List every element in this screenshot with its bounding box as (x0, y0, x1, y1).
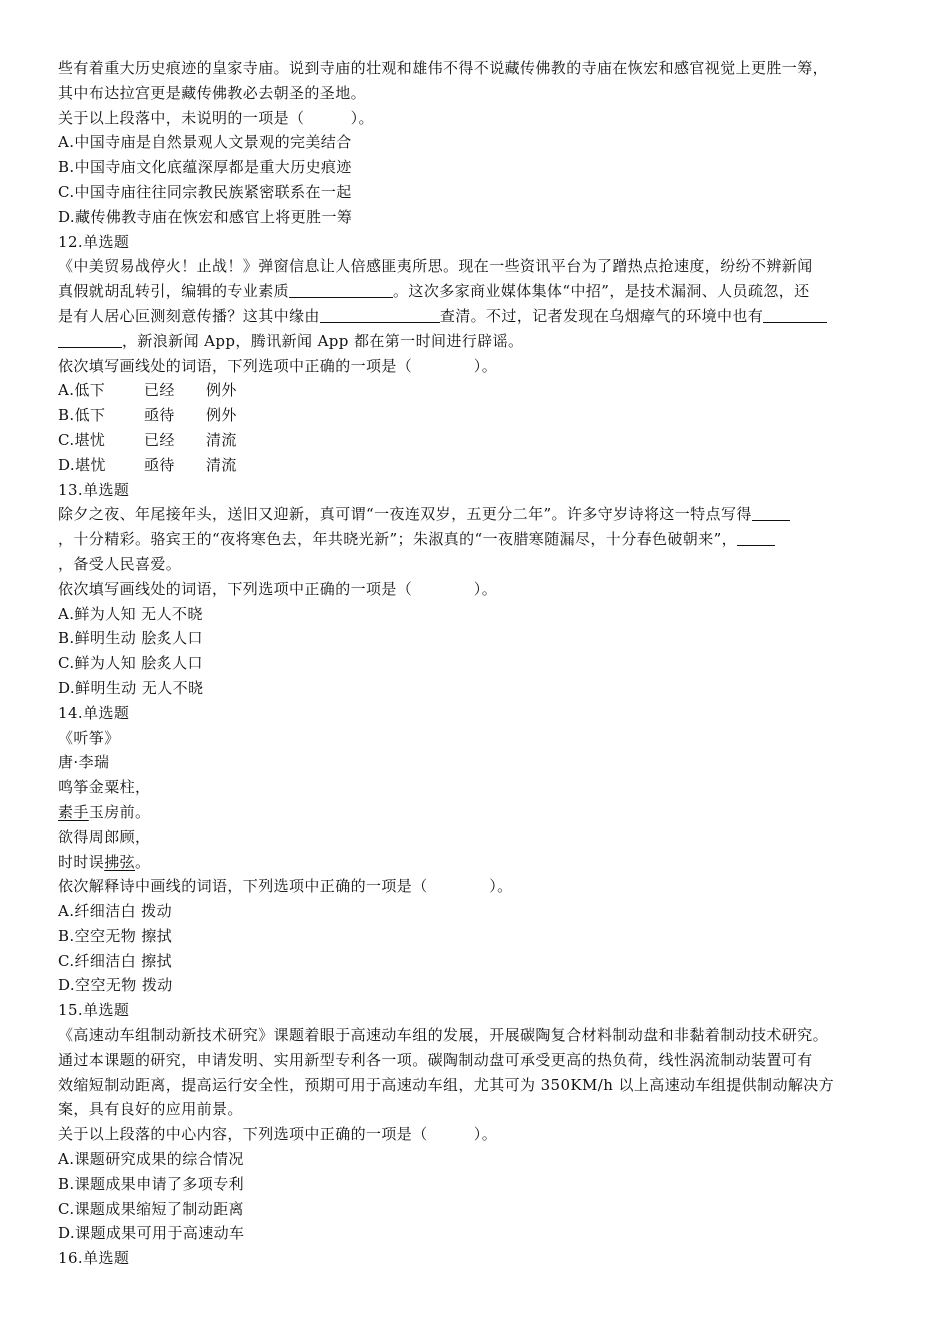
poem-line-4 (58, 850, 898, 875)
q12-option-b (58, 403, 898, 428)
q15-passage-line-3: 效缩短制动距离，提高运行安全性，预期可用于高速动车组，尤其可为 350KM/h 以上高速动车组提供制动解决方 (58, 1075, 835, 1094)
q12-text: 真假就胡乱转引，编辑的专业素质 (58, 282, 290, 301)
q11-option-c: C.中国寺庙往往同宗教民族紧密联系在一起 (58, 182, 352, 201)
q11-passage-line-1: 些有着重大历史痕迹的皇家寺庙。说到寺庙的壮观和雄伟不得不说藏传佛教的寺庙在恢宏和感官视觉上更胜一筹， (58, 59, 829, 77)
option-word: D.堪忧 (58, 455, 106, 474)
q11-option-d: D.藏传佛教寺庙在恢宏和感官上将更胜一筹 (58, 207, 353, 226)
q15-option-a: A.课题研究成果的综合情况 (58, 1150, 244, 1169)
option-word: 亟待 (144, 455, 175, 474)
q12-text: ，新浪新闻 App，腾讯新闻 App 都在第一时间进行辟谣。 (122, 331, 524, 350)
fill-blank-2 (737, 529, 775, 546)
q14-option-d: D.空空无物 拨动 (58, 976, 173, 995)
option-word: 清流 (206, 430, 237, 449)
option-word: 亟待 (144, 406, 175, 425)
q13-text: ，十分精彩。骆宾王的“夜将寒色去，年共晓光新”；朱淑真的“一夜腊寒随漏尽，十分春色破朝来”， (58, 530, 738, 549)
q13-text: 除夕之夜、年尾接年头，送旧又迎新，真可谓“一夜连双岁，五更分二年”。许多守岁诗将这一特点写得 (58, 505, 752, 524)
fill-blank-3 (763, 306, 827, 323)
q15-header: 15.单选题 (58, 1001, 130, 1020)
q14-option-a: A.纤细洁白 拨动 (58, 902, 172, 921)
q13-passage-line-3: ，备受人民喜爱。 (58, 554, 182, 573)
q15-option-b: B.课题成果申请了多项专利 (58, 1174, 244, 1193)
q14-option-b: B.空空无物 擦拭 (58, 926, 173, 945)
poem-title: 《听筝》 (58, 728, 120, 747)
fill-blank-1 (289, 281, 393, 298)
q12-text: 查清。不过，记者发现在乌烟瘴气的环境中也有 (439, 306, 764, 325)
poem-line-2 (58, 800, 898, 825)
fill-blank-2 (320, 306, 440, 323)
q13-option-d: D.鲜明生动 无人不晓 (58, 678, 204, 697)
q12-question: 依次填写画线处的词语，下列选项中正确的一项是（ ）。 (58, 356, 498, 375)
poem-text: 时时误 (58, 852, 105, 871)
q12-option-a (58, 378, 898, 403)
q15-passage-line-1: 《高速动车组制动新技术研究》课题着眼于高速动车组的发展，开展碳陶复合材料制动盘和非黏着制动技术研究。 (58, 1026, 829, 1045)
poem-line-3: 欲得周郎顾， (58, 827, 151, 846)
poem-author: 唐·李瑞 (58, 753, 110, 772)
option-word: 已经 (144, 430, 175, 449)
underlined-word: 素手 (58, 802, 89, 821)
fill-blank-1 (752, 504, 790, 521)
poem-text: 玉房前。 (88, 802, 151, 821)
poem-text: 。 (135, 852, 151, 871)
q16-header: 16.单选题 (58, 1249, 130, 1268)
option-word: A.低下 (58, 381, 106, 400)
q14-question: 依次解释诗中画线的词语，下列选项中正确的一项是（ ）。 (58, 877, 513, 896)
q12-option-c (58, 428, 898, 453)
option-word: C.堪忧 (58, 430, 106, 449)
q13-question: 依次填写画线处的词语，下列选项中正确的一项是（ ）。 (58, 579, 498, 598)
option-word: 已经 (144, 381, 175, 400)
q12-text: 是有人居心叵测刻意传播？这其中缘由 (58, 306, 320, 325)
exam-page (58, 56, 898, 1271)
q12-header: 12.单选题 (58, 232, 130, 251)
q13-option-b: B.鲜明生动 脍炙人口 (58, 629, 203, 648)
q13-option-c: C.鲜为人知 脍炙人口 (58, 654, 203, 673)
option-word: B.低下 (58, 406, 106, 425)
q11-option-a: A.中国寺庙是自然景观人文景观的完美结合 (58, 133, 352, 152)
q15-passage-line-2: 通过本课题的研究，申请发明、实用新型专利各一项。碳陶制动盘可承受更高的热负荷，线性涡流制动装置可有 (58, 1050, 813, 1069)
q12-text: 。这次多家商业媒体集体“中招”，是技术漏洞、人员疏忽，还 (393, 282, 810, 301)
q15-option-d: D.课题成果可用于高速动车 (58, 1224, 245, 1243)
q15-question: 关于以上段落的中心内容，下列选项中正确的一项是（ ）。 (58, 1125, 498, 1144)
underlined-word: 拂弦 (104, 852, 136, 871)
q15-option-c: C.课题成果缩短了制动距离 (58, 1199, 244, 1218)
fill-blank-3-cont (58, 331, 122, 348)
q15-passage-line-4: 案，具有良好的应用前景。 (58, 1100, 243, 1119)
q12-passage-line-3 (58, 304, 898, 329)
q13-passage-line-1 (58, 502, 898, 527)
q12-option-d (58, 453, 898, 478)
q14-option-c: C.纤细洁白 擦拭 (58, 951, 173, 970)
q13-passage-line-2 (58, 527, 898, 552)
poem-line-1: 鸣筝金粟柱， (58, 778, 151, 797)
q12-passage-line-2 (58, 279, 898, 304)
q13-header: 13.单选题 (58, 480, 130, 499)
q11-passage-line-2: 其中布达拉宫更是藏传佛教必去朝圣的圣地。 (58, 83, 367, 102)
q12-passage-line-4 (58, 329, 898, 354)
q11-question: 关于以上段落中，未说明的一项是（ ）。 (58, 108, 374, 127)
q13-option-a: A.鲜为人知 无人不晓 (58, 604, 203, 623)
q11-option-b: B.中国寺庙文化底蕴深厚都是重大历史痕迹 (58, 158, 352, 177)
option-word: 清流 (206, 455, 237, 474)
q12-passage-line-1: 《中美贸易战停火！止战！》弹窗信息让人倍感匪夷所思。现在一些资讯平台为了蹭热点抢速度，纷纷不辨新闻 (58, 257, 813, 276)
option-word: 例外 (206, 381, 237, 400)
option-word: 例外 (206, 406, 237, 425)
q14-header: 14.单选题 (58, 703, 130, 722)
